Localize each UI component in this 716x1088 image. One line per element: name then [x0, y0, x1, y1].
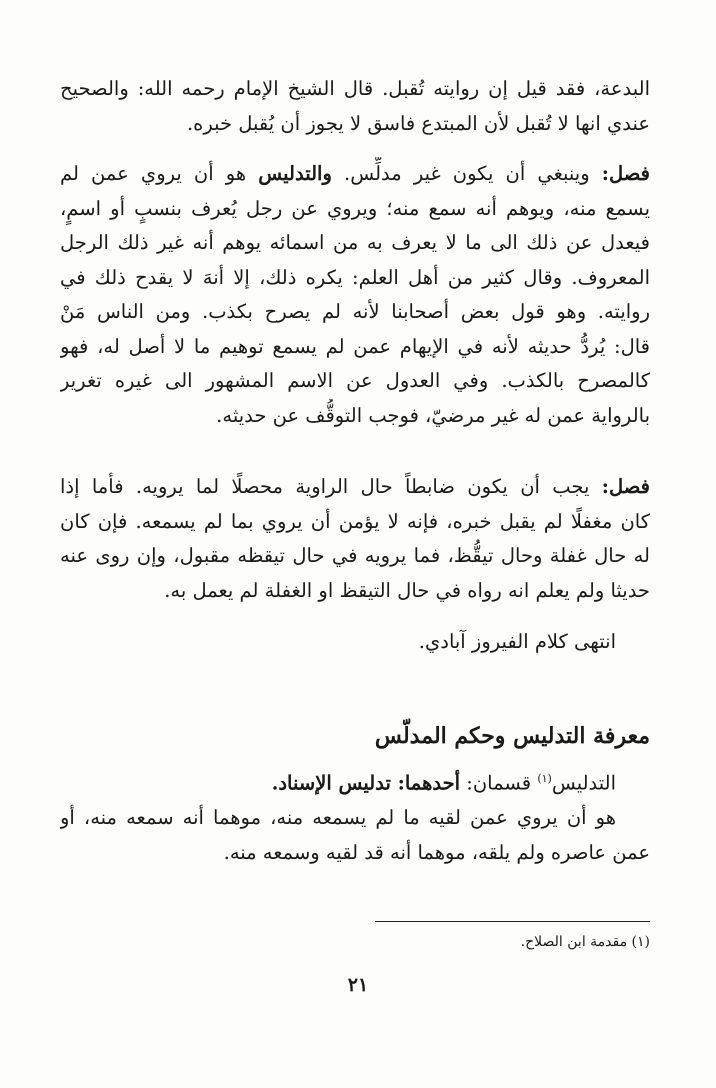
footnote: (١) مقدمة ابن الصلاح.: [520, 934, 650, 950]
text-line: [60, 470, 650, 505]
text-line: عندي انها لا تُقبل لأن المبتدع فاسق لا يجوز أن يُقبل خبره.: [186, 111, 650, 135]
paragraph-tadlis-intro: [60, 762, 650, 801]
text-line: كان مغفلًا لم يقبل خبره، فإنه لا يؤمن أن يروي بما لم يسمعه. فإن كان: [60, 509, 650, 533]
text-line: حديثا ولم يعلم انه رواه في حال التيقظ او الغفلة لم يعمل به.: [164, 578, 650, 602]
footnote-marker[interactable]: (١): [537, 772, 552, 785]
text-line: روايته. وهو قول بعض أصحابنا لأنه لم يصرح بكذب. ومن الناس مَنْ: [60, 300, 650, 323]
text-line: عمن عاصره ولم يلقه، موهما أنه قد لقيه وسمعه منه.: [223, 840, 650, 864]
section-label: فصل:: [601, 475, 650, 498]
text-line: المعروف. وقال كثير من أهل العلم: يكره ذلك، إلا أنهَ لا يقدح ذلك في: [60, 265, 650, 289]
text-line: فيعدل عن ذلك الى ما لا يعرف به من اسمائه يوهم أنه غير ذلك الرجل: [60, 231, 650, 254]
paragraph-tadlis-definition: [60, 801, 650, 870]
text-line: هو أن يروي عمن لقيه ما لم يسمعه منه، موهما أنه سمعه منه، أو: [60, 806, 616, 829]
section-label: فصل:: [601, 162, 650, 185]
term-label: والتدليس: [258, 162, 332, 185]
page-number: ٢١: [347, 974, 369, 996]
paragraph-bidah: [60, 72, 650, 141]
footnote-divider: [375, 921, 650, 922]
text-fragment: يجب أن يكون ضابطاً حال الراوية محصلًا لما يرويه. فأما إذا: [60, 475, 602, 498]
text-line: له حال غفلة وحال تيقُّظ، فما يرويه في حال تيقظه مقبول، وإن روى عنه: [60, 544, 650, 567]
text-line: يسمع منه، ويوهم أنه سمع منه؛ ويروي عن رجل يُعرف بنسبٍ أو اسمٍ،: [60, 196, 650, 220]
paragraph-dabt: [60, 470, 650, 608]
text-fragment: هو أن يروي عمن لم: [60, 162, 259, 185]
text-line: البدعة، فقد قيل إن روايته تُقبل. قال الشيخ الإمام رحمه الله: والصحيح: [60, 77, 650, 100]
paragraph-closing: [60, 625, 650, 660]
intro-word: التدليس: [551, 771, 616, 795]
text-line: قال: يُردُّ حديثه لأنه في الإيهام عمن لم يسمع توهيم ما لا أصل له، فهو: [60, 334, 650, 358]
text-line: [60, 762, 616, 801]
text-fragment: وينبغي أن يكون غير مدلِّس.: [331, 162, 602, 185]
text-line: بالرواية عمن له غير مرضيّ، فوجب التوقُّف عن حديثه.: [216, 403, 650, 427]
bold-phrase: أحدهما: تدليس الإسناد.: [271, 771, 461, 795]
paragraph-tadlis: [60, 157, 650, 433]
section-heading: معرفة التدليس وحكم المدلّس: [374, 723, 650, 749]
text-line: انتهى كلام الفيروز آبادي.: [418, 630, 616, 653]
text-fragment: قسمان:: [460, 771, 538, 795]
text-line: [60, 157, 650, 192]
text-line: كالمصرح بالكذب. وفي العدول عن الاسم المشهور الى غيره تغرير: [60, 369, 650, 392]
